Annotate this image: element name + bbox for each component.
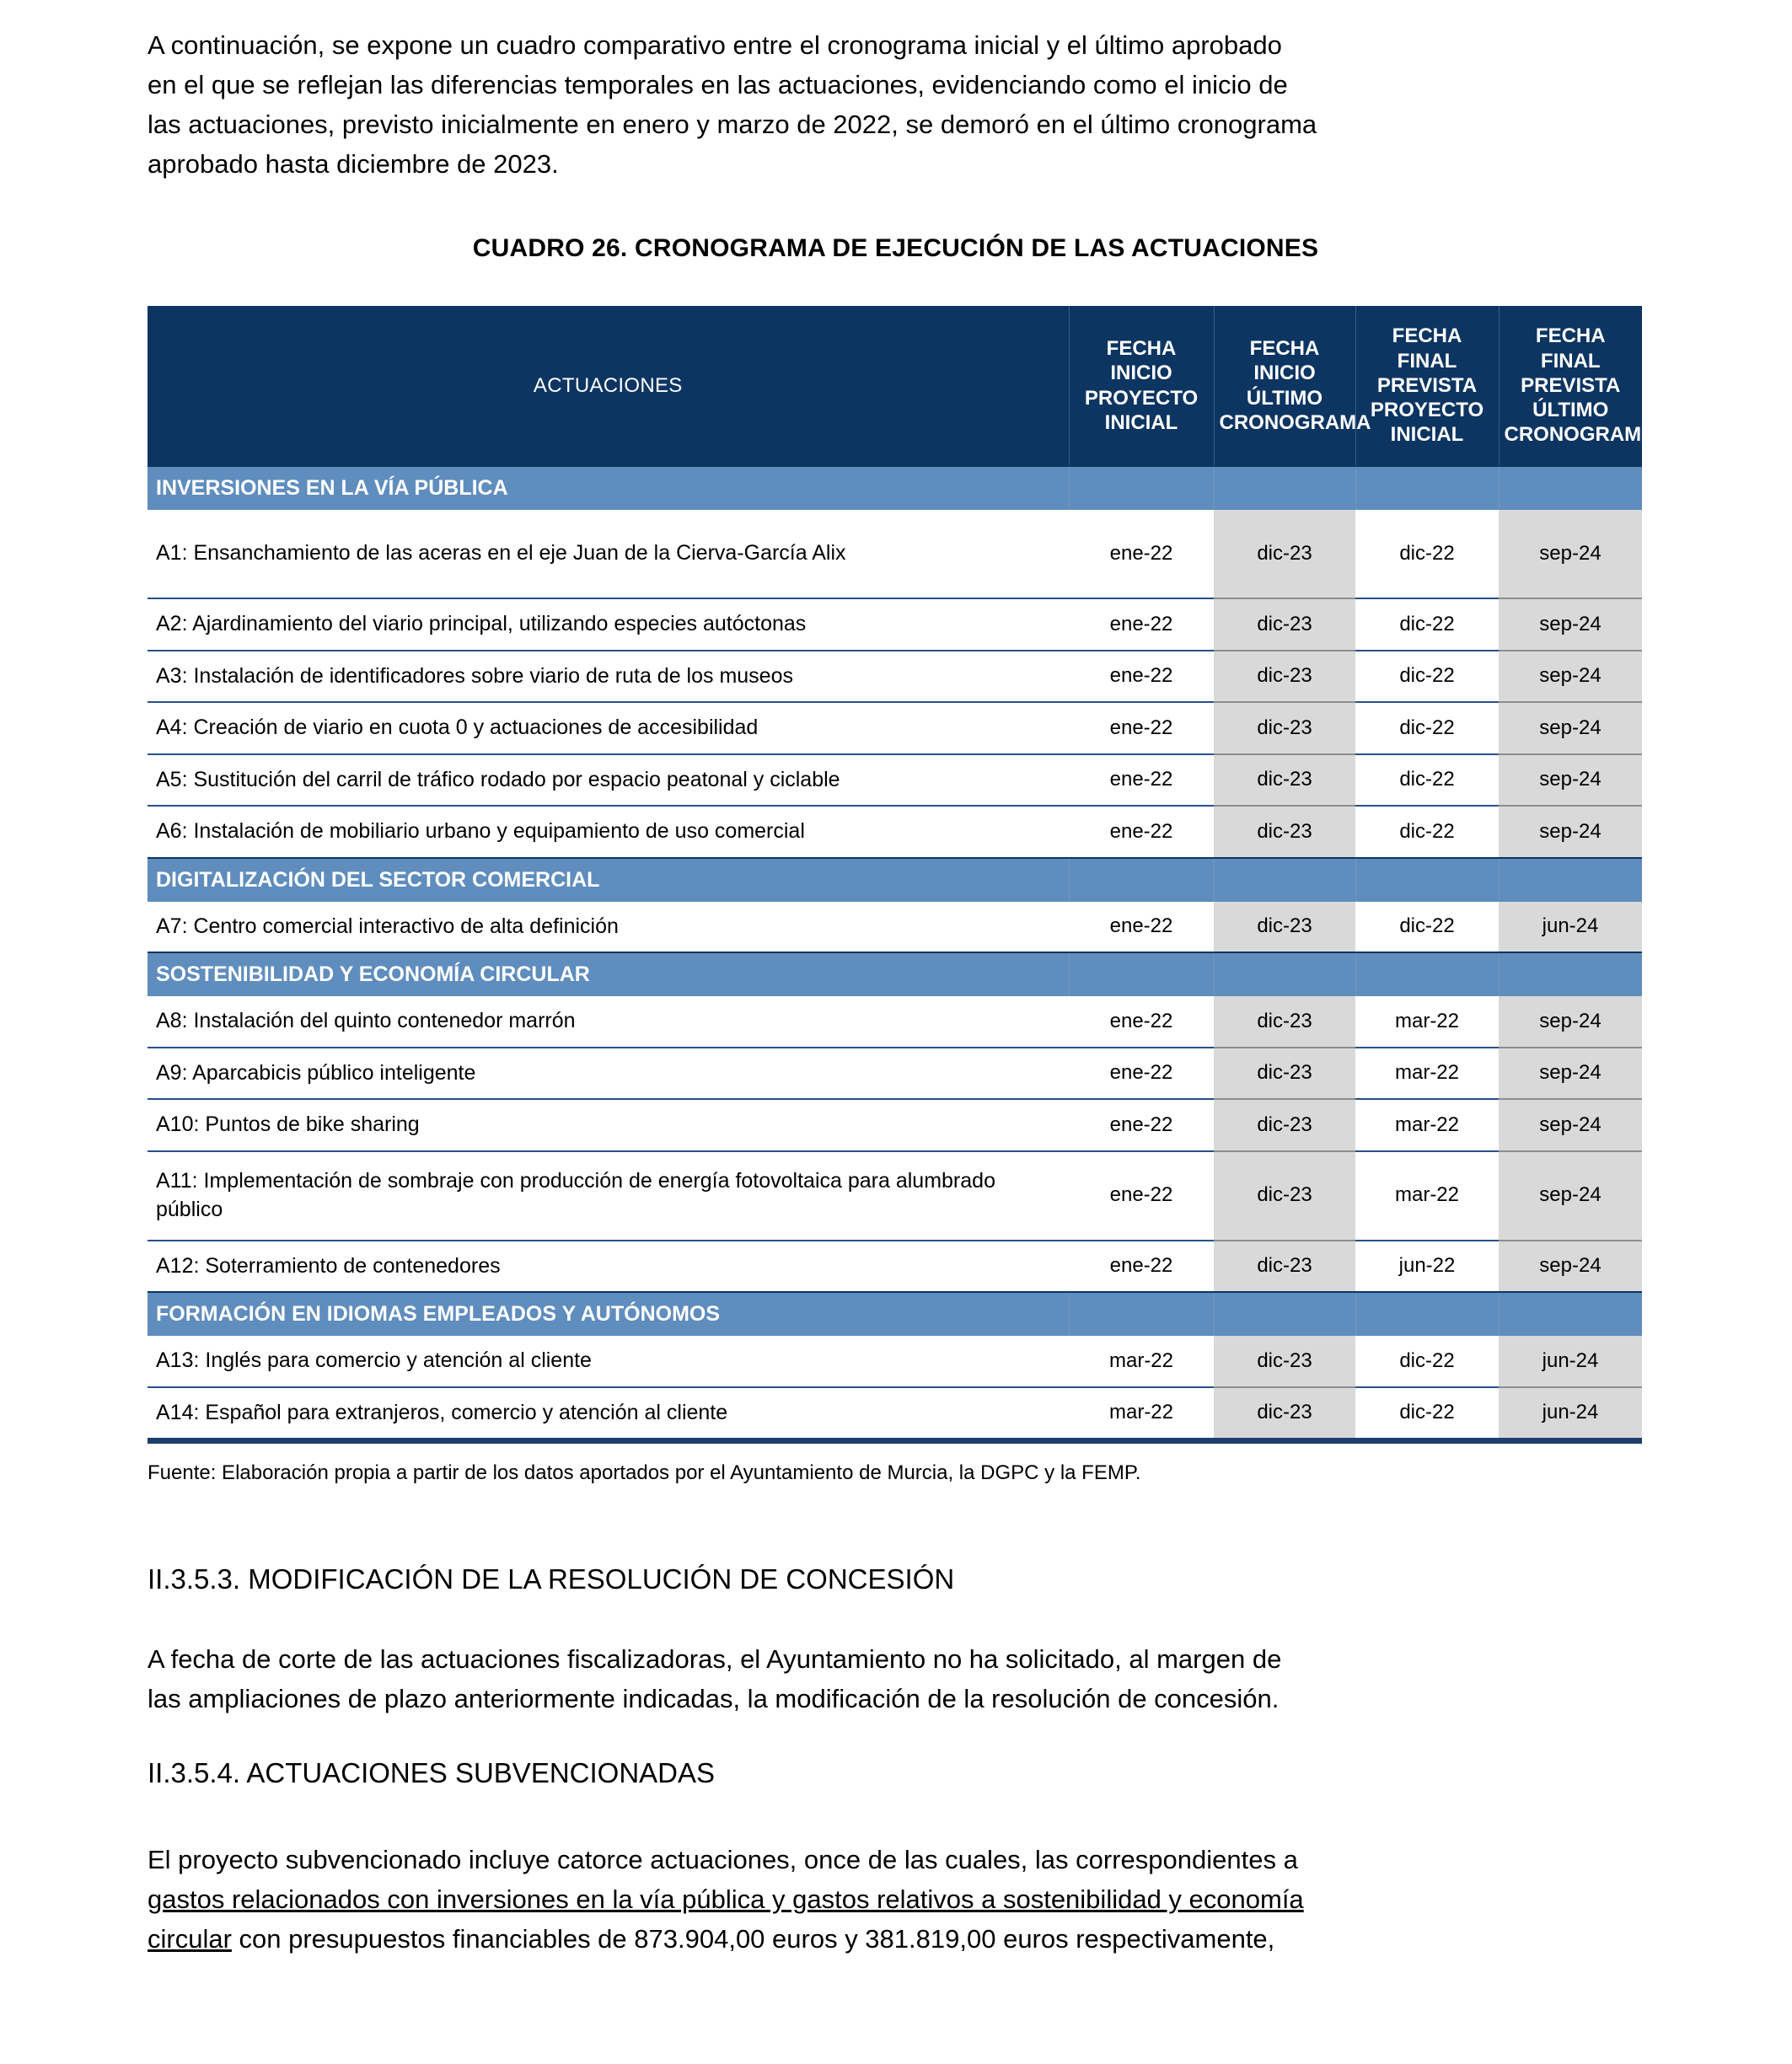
cell-fecha-inicio-proyecto-inicial: ene-22 — [1069, 806, 1214, 858]
cell-actuacion: A3: Instalación de identificadores sobre viario de ruta de los museos — [148, 651, 1069, 703]
header-line: CRONOGRAMA — [1219, 410, 1371, 434]
cell-fecha-final-prevista-ultimo-cronograma: sep-24 — [1499, 996, 1642, 1048]
header-line: PREVISTA — [1521, 373, 1621, 397]
intro-line: en el que se reflejan las diferencias temporales en las actuaciones, evidenciando como el inicio de — [148, 70, 1288, 100]
underlined-fragment: circular — [148, 1924, 232, 1954]
cell-fecha-final-prevista-ultimo-cronograma: sep-24 — [1499, 651, 1642, 703]
cell-actuacion: A14: Español para extranjeros, comercio y atención al cliente — [148, 1387, 1069, 1439]
table-row — [148, 1336, 1642, 1387]
table-section-row — [148, 952, 1642, 996]
cell-fecha-inicio-ultimo-cronograma: dic-23 — [1214, 996, 1355, 1048]
table-row — [148, 651, 1642, 703]
table-row — [148, 1099, 1642, 1151]
paragraph-line-underlined: gastos relacionados con inversiones en la vía pública y gastos relativos a sostenibilidad y economía — [148, 1884, 1304, 1915]
column-header-fecha-inicio-proyecto-inicial — [1069, 306, 1214, 466]
cell-fecha-inicio-proyecto-inicial: ene-22 — [1069, 598, 1214, 651]
cell-actuacion: A2: Ajardinamiento del viario principal, utilizando especies autóctonas — [148, 598, 1069, 651]
table-section-blank-cell — [1069, 858, 1214, 902]
table-source-note: Fuente: Elaboración propia a partir de los datos aportados por el Ayuntamiento de Murcia, la DGPC y la FEMP. — [148, 1461, 1141, 1484]
cell-fecha-final-prevista-ultimo-cronograma: sep-24 — [1499, 754, 1642, 807]
table-section-blank-cell — [1069, 952, 1214, 996]
paragraph-line — [148, 1919, 1644, 1959]
table-section-blank-cell — [1355, 952, 1499, 996]
table-section-row — [148, 466, 1642, 510]
cell-fecha-final-prevista-ultimo-cronograma: sep-24 — [1499, 1151, 1642, 1241]
cell-fecha-inicio-ultimo-cronograma: dic-23 — [1214, 1336, 1355, 1387]
cronograma-table — [148, 306, 1656, 1438]
table-section-blank-cell — [1355, 1292, 1499, 1336]
cell-fecha-final-prevista-ultimo-cronograma: jun-24 — [1499, 902, 1642, 953]
cell-fecha-final-prevista-ultimo-cronograma: jun-24 — [1499, 1387, 1642, 1439]
table-section-blank-cell — [1214, 466, 1355, 510]
table-row — [148, 1048, 1642, 1100]
table-row — [148, 902, 1642, 953]
table-row — [148, 1151, 1642, 1241]
table-row — [148, 510, 1642, 598]
cell-fecha-inicio-proyecto-inicial: ene-22 — [1069, 1151, 1214, 1241]
paragraph-modificacion — [148, 1639, 1644, 1718]
table-bottom-rule — [148, 1438, 1642, 1444]
cell-fecha-inicio-proyecto-inicial: ene-22 — [1069, 1048, 1214, 1100]
cell-fecha-inicio-ultimo-cronograma: dic-23 — [1214, 806, 1355, 858]
paragraph-actuaciones-subvencionadas — [148, 1840, 1644, 1959]
cell-fecha-final-prevista-ultimo-cronograma: jun-24 — [1499, 1336, 1642, 1387]
table-section-blank-cell — [1499, 466, 1642, 510]
table-section-row — [148, 858, 1642, 902]
table-row — [148, 806, 1642, 858]
cell-fecha-inicio-ultimo-cronograma: dic-23 — [1214, 1099, 1355, 1151]
cell-fecha-final-prevista-ultimo-cronograma: sep-24 — [1499, 702, 1642, 754]
table-row — [148, 754, 1642, 807]
table-section-blank-cell — [1214, 1292, 1355, 1336]
table-row — [148, 996, 1642, 1048]
cell-fecha-inicio-ultimo-cronograma: dic-23 — [1214, 1048, 1355, 1100]
cell-fecha-final-prevista-ultimo-cronograma: sep-24 — [1499, 1099, 1642, 1151]
intro-line: aprobado hasta diciembre de 2023. — [148, 149, 559, 180]
cell-fecha-final-prevista-proyecto-inicial: jun-22 — [1355, 1241, 1499, 1293]
cell-fecha-inicio-ultimo-cronograma: dic-23 — [1214, 754, 1355, 807]
cell-fecha-final-prevista-proyecto-inicial: dic-22 — [1355, 1387, 1499, 1439]
table-section-title: DIGITALIZACIÓN DEL SECTOR COMERCIAL — [148, 858, 1069, 902]
cell-fecha-final-prevista-ultimo-cronograma: sep-24 — [1499, 598, 1642, 651]
table-section-blank-cell — [1355, 858, 1499, 902]
cell-fecha-final-prevista-ultimo-cronograma: sep-24 — [1499, 806, 1642, 858]
table-body — [148, 466, 1642, 1438]
cell-actuacion: A12: Soterramiento de contenedores — [148, 1241, 1069, 1293]
cell-fecha-final-prevista-ultimo-cronograma: sep-24 — [1499, 1241, 1642, 1293]
intro-line: A continuación, se expone un cuadro comparativo entre el cronograma inicial y el último aprobado — [148, 30, 1282, 60]
cell-fecha-inicio-ultimo-cronograma: dic-23 — [1214, 1151, 1355, 1241]
table-row — [148, 598, 1642, 651]
cell-fecha-inicio-proyecto-inicial: mar-22 — [1069, 1336, 1214, 1387]
cell-fecha-final-prevista-proyecto-inicial: mar-22 — [1355, 1151, 1499, 1241]
cell-fecha-final-prevista-ultimo-cronograma: sep-24 — [1499, 510, 1642, 598]
table-row — [148, 1387, 1642, 1439]
cell-fecha-inicio-ultimo-cronograma: dic-23 — [1214, 598, 1355, 651]
section-heading-actuaciones-subvencionadas: II.3.5.4. ACTUACIONES SUBVENCIONADAS — [148, 1757, 716, 1788]
header-line: INICIAL — [1104, 410, 1178, 434]
cell-fecha-inicio-proyecto-inicial: ene-22 — [1069, 1099, 1214, 1151]
cell-fecha-final-prevista-proyecto-inicial: dic-22 — [1355, 598, 1499, 651]
header-line: ACTUACIONES — [533, 373, 683, 397]
paragraph-fragment: con presupuestos financiables de 873.904,00 euros y 381.819,00 euros respectivamente, — [231, 1924, 1275, 1954]
table-section-blank-cell — [1499, 858, 1642, 902]
cell-fecha-inicio-ultimo-cronograma: dic-23 — [1214, 902, 1355, 953]
cell-fecha-final-prevista-proyecto-inicial: mar-22 — [1355, 1048, 1499, 1100]
table-section-blank-cell — [1499, 1292, 1642, 1336]
table-row — [148, 1241, 1642, 1293]
intro-line: las actuaciones, previsto inicialmente en enero y marzo de 2022, se demoró en el último cronograma — [148, 110, 1317, 140]
table-section-blank-cell — [1499, 952, 1642, 996]
table-caption: CUADRO 26. CRONOGRAMA DE EJECUCIÓN DE LAS ACTUACIONES — [472, 234, 1319, 262]
table-section-blank-cell — [1214, 952, 1355, 996]
cell-fecha-inicio-ultimo-cronograma: dic-23 — [1214, 651, 1355, 703]
cell-fecha-final-prevista-ultimo-cronograma: sep-24 — [1499, 1048, 1642, 1100]
cell-fecha-inicio-ultimo-cronograma: dic-23 — [1214, 1387, 1355, 1439]
header-line: FECHA FINAL — [1535, 324, 1606, 373]
table-section-title: SOSTENIBILIDAD Y ECONOMÍA CIRCULAR — [148, 952, 1069, 996]
header-line: CRONOGRAMA — [1504, 423, 1656, 447]
column-header-fecha-inicio-ultimo-cronograma — [1214, 306, 1371, 466]
table-header-row — [148, 306, 1642, 466]
cell-fecha-final-prevista-proyecto-inicial: mar-22 — [1355, 996, 1499, 1048]
column-header-fecha-final-prevista-ultimo-cronograma — [1499, 306, 1656, 466]
cell-fecha-inicio-proyecto-inicial: ene-22 — [1069, 754, 1214, 807]
cell-fecha-final-prevista-proyecto-inicial: dic-22 — [1355, 902, 1499, 953]
cell-fecha-inicio-proyecto-inicial: ene-22 — [1069, 510, 1214, 598]
cell-actuacion: A1: Ensanchamiento de las aceras en el eje Juan de la Cierva-García Alix — [148, 510, 1069, 598]
table-section-blank-cell — [1069, 1292, 1214, 1336]
cell-actuacion: A10: Puntos de bike sharing — [148, 1099, 1069, 1151]
cell-fecha-inicio-proyecto-inicial: mar-22 — [1069, 1387, 1214, 1439]
cell-fecha-inicio-ultimo-cronograma: dic-23 — [1214, 702, 1355, 754]
cell-fecha-final-prevista-proyecto-inicial: dic-22 — [1355, 754, 1499, 807]
cell-actuacion: A13: Inglés para comercio y atención al cliente — [148, 1336, 1069, 1387]
cell-fecha-final-prevista-proyecto-inicial: dic-22 — [1355, 806, 1499, 858]
intro-paragraph — [148, 25, 1644, 184]
table-section-title: INVERSIONES EN LA VÍA PÚBLICA — [148, 466, 1069, 510]
paragraph-line: A fecha de corte de las actuaciones fiscalizadoras, el Ayuntamiento no ha solicitado, al margen de — [148, 1644, 1282, 1674]
header-line: PREVISTA — [1376, 373, 1478, 397]
header-line: FECHA FINAL — [1392, 324, 1462, 373]
cell-actuacion: A4: Creación de viario en cuota 0 y actuaciones de accesibilidad — [148, 702, 1069, 754]
cell-fecha-inicio-proyecto-inicial: ene-22 — [1069, 996, 1214, 1048]
cell-fecha-inicio-proyecto-inicial: ene-22 — [1069, 702, 1214, 754]
table-section-blank-cell — [1214, 858, 1355, 902]
cell-fecha-inicio-ultimo-cronograma: dic-23 — [1214, 510, 1355, 598]
header-line: ÚLTIMO — [1532, 399, 1609, 422]
cell-actuacion: A8: Instalación del quinto contenedor marrón — [148, 996, 1069, 1048]
table-section-title: FORMACIÓN EN IDIOMAS EMPLEADOS Y AUTÓNOMOS — [148, 1292, 1069, 1336]
header-line: PROYECTO — [1370, 399, 1484, 422]
table-section-row — [148, 1292, 1642, 1336]
table-row — [148, 702, 1642, 754]
cell-actuacion: A7: Centro comercial interactivo de alta definición — [148, 902, 1069, 953]
cell-actuacion: A11: Implementación de sombraje con producción de energía fotovoltaica para alumbrado público — [148, 1151, 1069, 1241]
header-line: INICIAL — [1390, 423, 1464, 447]
cell-fecha-inicio-proyecto-inicial: ene-22 — [1069, 1241, 1214, 1293]
header-line: ÚLTIMO — [1246, 386, 1323, 410]
cell-fecha-final-prevista-proyecto-inicial: dic-22 — [1355, 1336, 1499, 1387]
cell-fecha-final-prevista-proyecto-inicial: dic-22 — [1355, 651, 1499, 703]
cell-actuacion: A5: Sustitución del carril de tráfico rodado por espacio peatonal y ciclable — [148, 754, 1069, 807]
cell-fecha-inicio-proyecto-inicial: ene-22 — [1069, 902, 1214, 953]
column-header-fecha-final-prevista-proyecto-inicial — [1355, 306, 1499, 466]
paragraph-line: las ampliaciones de plazo anteriormente indicadas, la modificación de la resolución de concesión. — [148, 1684, 1280, 1714]
table-section-blank-cell — [1069, 466, 1214, 510]
header-line: FECHA INICIO — [1106, 336, 1177, 385]
header-line: PROYECTO — [1084, 386, 1199, 410]
table-section-blank-cell — [1355, 466, 1499, 510]
cell-fecha-final-prevista-proyecto-inicial: dic-22 — [1355, 510, 1499, 598]
paragraph-line: El proyecto subvencionado incluye catorce actuaciones, once de las cuales, las correspondientes a — [148, 1845, 1298, 1874]
cell-fecha-final-prevista-proyecto-inicial: dic-22 — [1355, 702, 1499, 754]
cell-fecha-final-prevista-proyecto-inicial: mar-22 — [1355, 1099, 1499, 1151]
table-header — [148, 306, 1656, 466]
section-heading-modificacion: II.3.5.3. MODIFICACIÓN DE LA RESOLUCIÓN DE CONCESIÓN — [148, 1563, 955, 1595]
header-line: FECHA INICIO — [1249, 336, 1320, 385]
cell-actuacion: A9: Aparcabicis público inteligente — [148, 1048, 1069, 1100]
cell-fecha-inicio-proyecto-inicial: ene-22 — [1069, 651, 1214, 703]
column-header-actuaciones — [148, 306, 1069, 466]
cell-fecha-inicio-ultimo-cronograma: dic-23 — [1214, 1241, 1355, 1293]
cell-actuacion: A6: Instalación de mobiliario urbano y equipamiento de uso comercial — [148, 806, 1069, 858]
